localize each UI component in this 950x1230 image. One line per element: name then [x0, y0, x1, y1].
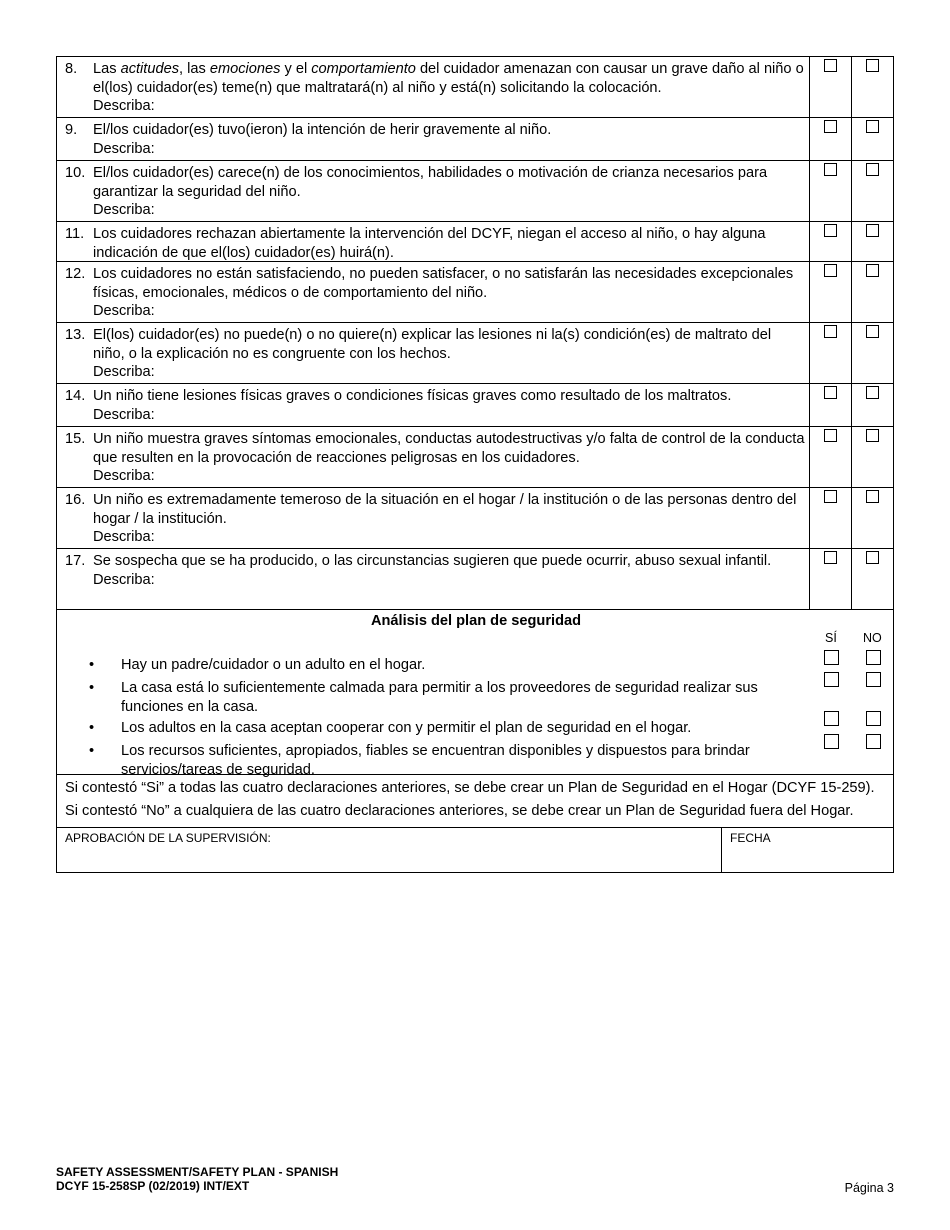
- item-text-cell: [57, 161, 810, 221]
- analysis-bullet: [89, 742, 789, 779]
- item-text: Un niño tiene lesiones físicas graves o condiciones físicas graves como resultado de los maltratos.: [93, 388, 732, 404]
- no-instruction: Si contestó “No” a cualquiera de las cuatro declaraciones anteriores, se debe crear un Plan de Seguridad fuera del Hogar.: [65, 802, 854, 819]
- yes-column: [810, 57, 852, 117]
- yes-checkbox[interactable]: [824, 386, 837, 399]
- no-column: [852, 262, 893, 322]
- no-checkbox[interactable]: [866, 59, 879, 72]
- date-label: FECHA: [730, 831, 771, 845]
- item-row-11: [57, 222, 893, 262]
- no-column: [852, 118, 893, 160]
- item-row-17: [57, 549, 893, 610]
- describa-label: Describa:: [93, 364, 155, 380]
- yes-checkbox[interactable]: [824, 264, 837, 277]
- item-text: El/los cuidador(es) carece(n) de los conocimientos, habilidades o motivación de crianza necesarios para garantizar la seguridad del niño.: [93, 165, 768, 200]
- yes-checkbox[interactable]: [824, 429, 837, 442]
- item-text-cell: [57, 262, 810, 322]
- bullet-dot: •: [89, 680, 95, 696]
- no-checkbox[interactable]: [866, 650, 881, 665]
- item-number: 11.: [65, 226, 85, 242]
- bullet-dot: •: [89, 743, 95, 759]
- describa-label: Describa:: [93, 529, 155, 545]
- yes-column: [810, 549, 852, 609]
- yes-checkbox[interactable]: [824, 551, 837, 564]
- yes-instruction: Si contestó “Si” a todas las cuatro declaraciones anteriores, se debe crear un Plan de Seguridad en el Hogar (DCYF 15-259).: [65, 780, 875, 796]
- yes-checkbox[interactable]: [824, 711, 839, 726]
- no-column: [852, 323, 893, 383]
- item-text: Se sospecha que se ha producido, o las circunstancias sugieren que puede ocurrir, abuso sexual infantil.: [93, 553, 772, 569]
- describa-label: Describa:: [93, 468, 155, 484]
- yes-checkbox[interactable]: [824, 490, 837, 503]
- describa-label: Describa:: [93, 98, 155, 114]
- bullet-dot: •: [89, 657, 95, 673]
- date-field[interactable]: [722, 828, 893, 872]
- item-row-16: [57, 488, 893, 549]
- form-title: SAFETY ASSESSMENT/SAFETY PLAN - SPANISH: [56, 1165, 339, 1179]
- describa-label: Describa:: [93, 571, 155, 588]
- no-checkbox[interactable]: [866, 711, 881, 726]
- item-number: 12.: [65, 266, 86, 282]
- item-row-15: [57, 427, 893, 488]
- item-text-cell: [57, 323, 810, 383]
- item-row-10: [57, 161, 893, 222]
- no-checkbox[interactable]: [866, 163, 879, 176]
- no-column: [852, 549, 893, 609]
- yes-column: [810, 118, 852, 160]
- analysis-bullet: [89, 679, 789, 716]
- yes-column: [810, 427, 852, 487]
- no-checkbox[interactable]: [866, 224, 879, 237]
- item-text: Un niño muestra graves síntomas emocionales, conductas autodestructivas y/o falta de control de la conducta que resulten en la provocación de reacciones peligrosas en los cuidadores.: [93, 431, 805, 466]
- yes-checkbox[interactable]: [824, 224, 837, 237]
- safety-assessment-form: [56, 56, 894, 873]
- item-number: 13.: [65, 327, 86, 343]
- analysis-bullet: [89, 719, 789, 738]
- item-number: 15.: [65, 431, 86, 447]
- form-footer: [56, 1165, 338, 1193]
- page-number: Página 3: [844, 1181, 894, 1195]
- item-text-cell: [57, 549, 810, 609]
- analysis-bullet: [89, 656, 789, 675]
- item-text: El(los) cuidador(es) no puede(n) o no quiere(n) explicar las lesiones ni la(s) condición(es) de maltrato del niño, o la explicación no es congruente con los hechos.: [93, 327, 772, 362]
- no-checkbox[interactable]: [866, 429, 879, 442]
- describa-label: Describa:: [93, 303, 155, 319]
- no-checkbox[interactable]: [866, 672, 881, 687]
- no-column: [852, 222, 893, 261]
- yes-header: SÍ: [825, 631, 837, 645]
- supervisor-approval-field[interactable]: [57, 828, 722, 872]
- no-checkbox[interactable]: [866, 490, 879, 503]
- item-text: Los cuidadores rechazan abiertamente la intervención del DCYF, niegan el acceso al niño, o hay alguna indicación de que el(los) cuidador(es) huirá(n).: [93, 226, 766, 261]
- item-number: 16.: [65, 492, 86, 508]
- yes-checkbox[interactable]: [824, 672, 839, 687]
- describa-label: Describa:: [93, 406, 155, 423]
- yes-column: [810, 262, 852, 322]
- approval-label: APROBACIÓN DE LA SUPERVISIÓN:: [65, 831, 271, 845]
- yes-checkbox[interactable]: [824, 325, 837, 338]
- item-text: El/los cuidador(es) tuvo(ieron) la intención de herir gravemente al niño.: [93, 122, 552, 138]
- item-text-cell: [57, 118, 810, 160]
- yes-column: [810, 161, 852, 221]
- item-text-cell: [57, 222, 810, 261]
- item-text-cell: [57, 57, 810, 117]
- item-text-cell: [57, 427, 810, 487]
- no-checkbox[interactable]: [866, 325, 879, 338]
- bullet-text: La casa está lo suficientemente calmada para permitir a los proveedores de seguridad realizar sus funciones en la casa.: [121, 680, 758, 715]
- yes-column: [810, 323, 852, 383]
- no-checkbox[interactable]: [866, 551, 879, 564]
- item-text: Los cuidadores no están satisfaciendo, no pueden satisfacer, o no satisfarán las necesidades excepcionales físicas, emocionales, médicos o de comportamiento del niño.: [93, 266, 794, 301]
- no-checkbox[interactable]: [866, 120, 879, 133]
- describa-label: Describa:: [93, 140, 155, 157]
- describa-label: Describa:: [93, 202, 155, 218]
- no-column: [852, 427, 893, 487]
- item-text: Las actitudes, las emociones y el comportamiento del cuidador amenazan con causar un grave daño al niño o el(los) cuidador(es) teme(n) que maltratará(n) al niño y está(n) solicitando la colocación.: [93, 61, 804, 96]
- no-checkbox[interactable]: [866, 264, 879, 277]
- analysis-title: Análisis del plan de seguridad: [370, 613, 582, 629]
- no-header: NO: [863, 631, 882, 645]
- no-checkbox[interactable]: [866, 734, 881, 749]
- item-number: 8.: [65, 61, 78, 77]
- item-number: 17.: [65, 553, 86, 569]
- instructions-note: [57, 775, 893, 828]
- bullet-text: Los adultos en la casa aceptan cooperar con y permitir el plan de seguridad en el hogar.: [121, 720, 692, 736]
- item-row-8: [57, 57, 893, 118]
- item-text-cell: [57, 384, 810, 426]
- yes-checkbox[interactable]: [824, 163, 837, 176]
- item-number: 14.: [65, 388, 86, 404]
- yes-checkbox[interactable]: [824, 650, 839, 665]
- form-number: DCYF 15-258SP (02/2019) INT/EXT: [56, 1179, 250, 1193]
- item-text-cell: [57, 488, 810, 548]
- item-row-13: [57, 323, 893, 384]
- safety-plan-analysis: [57, 610, 893, 778]
- signature-row: [57, 828, 893, 872]
- item-text: Un niño es extremadamente temeroso de la situación en el hogar / la institución o de las personas dentro del hogar / la institución.: [93, 492, 797, 527]
- yes-column: [810, 384, 852, 426]
- no-column: [852, 57, 893, 117]
- item-number: 10.: [65, 165, 86, 181]
- item-row-14: [57, 384, 893, 427]
- no-column: [852, 161, 893, 221]
- yes-checkbox[interactable]: [824, 734, 839, 749]
- yes-checkbox[interactable]: [824, 59, 837, 72]
- item-row-12: [57, 262, 893, 323]
- item-row-9: [57, 118, 893, 161]
- no-column: [852, 384, 893, 426]
- bullet-text: Los recursos suficientes, apropiados, fiables se encuentran disponibles y dispuestos para brindar servicios/tareas de seguridad.: [121, 743, 750, 778]
- bullet-dot: •: [89, 720, 95, 736]
- no-column: [852, 488, 893, 548]
- item-number: 9.: [65, 122, 78, 138]
- no-checkbox[interactable]: [866, 386, 879, 399]
- yes-column: [810, 222, 852, 261]
- yes-column: [810, 488, 852, 548]
- yes-checkbox[interactable]: [824, 120, 837, 133]
- bullet-text: Hay un padre/cuidador o un adulto en el hogar.: [121, 657, 426, 673]
